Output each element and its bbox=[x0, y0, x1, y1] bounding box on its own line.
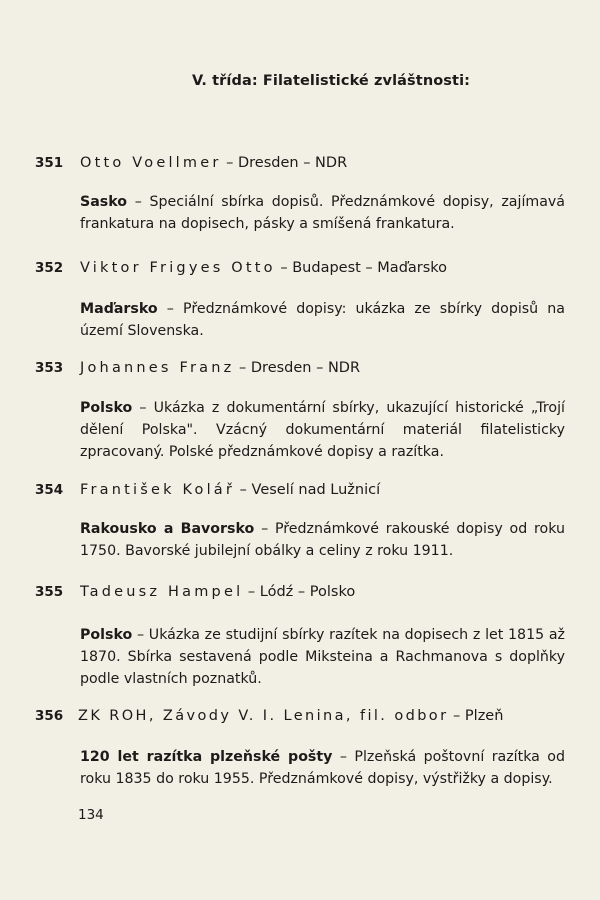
exhibitor bbox=[80, 260, 447, 276]
exhibitor-place: – Lódź – Polsko bbox=[243, 584, 356, 600]
exhibitor-place: – Dresden – NDR bbox=[221, 155, 348, 171]
entry-lead: Maďarsko bbox=[80, 301, 158, 317]
exhibitor bbox=[80, 482, 380, 498]
entry-description bbox=[80, 191, 565, 235]
entry-text: – Předznámkové rakouské dopisy od roku 1750. Bavorské jubilejní obálky a celiny z roku 1911. bbox=[80, 521, 565, 559]
entry-number: 352 bbox=[35, 260, 64, 276]
exhibitor bbox=[80, 360, 360, 376]
entry-description bbox=[80, 298, 565, 342]
exhibitor-name: ZK ROH, Závody V. I. Lenina, fil. odbor bbox=[78, 708, 449, 724]
exhibitor-name: Otto Voellmer bbox=[80, 155, 222, 171]
section-title: V. třída: Filatelistické zvláštnosti: bbox=[191, 73, 471, 89]
entry-description bbox=[80, 518, 565, 562]
exhibitor-name: Tadeusz Hampel bbox=[80, 584, 244, 600]
entry-lead: Sasko bbox=[80, 194, 128, 210]
page-number: 134 bbox=[78, 807, 104, 823]
entry-text: – Plzeňská poštovní razítka od roku 1835 do roku 1955. Předznámkové dopisy, výstřižky a dopisy. bbox=[80, 749, 565, 787]
exhibitor bbox=[80, 155, 347, 171]
entry-description bbox=[80, 746, 565, 790]
entry-number: 355 bbox=[35, 584, 64, 600]
entry-number: 354 bbox=[35, 482, 64, 498]
entry-lead: Polsko bbox=[80, 400, 133, 416]
entry-number: 353 bbox=[35, 360, 64, 376]
exhibitor-place: – Veselí nad Lužnicí bbox=[235, 482, 381, 498]
entry-description bbox=[80, 397, 565, 463]
entry-text: – Ukázka z dokumentární sbírky, ukazující historické „Trojí dělení Polska". Vzácný dokumentární materiál filatelisticky zpracovaný. Polské předznámkové dopisy a razítka. bbox=[80, 400, 565, 460]
entry-text: – Speciální sbírka dopisů. Předznámkové dopisy, zajímavá frankatura na dopisech, pásky a smíšená frankatura. bbox=[80, 194, 565, 232]
exhibitor-place: – Dresden – NDR bbox=[234, 360, 361, 376]
entry-text: – Ukázka ze studijní sbírky razítek na dopisech z let 1815 až 1870. Sbírka sestavená podle Miksteina a Rachmanova s doplňky podle vlastních poznatků. bbox=[80, 627, 565, 687]
exhibitor-name: Johannes Franz bbox=[80, 360, 235, 376]
exhibitor-name: František Kolář bbox=[80, 482, 236, 498]
entry-number: 356 bbox=[35, 708, 64, 724]
entry-text: – Předznámkové dopisy: ukázka ze sbírky dopisů na území Slovenska. bbox=[80, 301, 565, 339]
entry-description bbox=[80, 624, 565, 690]
entry-lead: Rakousko a Bavorsko bbox=[80, 521, 255, 537]
entry-lead: 120 let razítka plzeňské pošty bbox=[80, 749, 333, 765]
exhibitor bbox=[80, 584, 355, 600]
exhibitor bbox=[78, 708, 503, 724]
entry-number: 351 bbox=[35, 155, 64, 171]
exhibitor-place: – Plzeň bbox=[448, 708, 504, 724]
exhibitor-name: Viktor Frigyes Otto bbox=[80, 260, 276, 276]
exhibitor-place: – Budapest – Maďarsko bbox=[275, 260, 448, 276]
entry-lead: Polsko bbox=[80, 627, 133, 643]
